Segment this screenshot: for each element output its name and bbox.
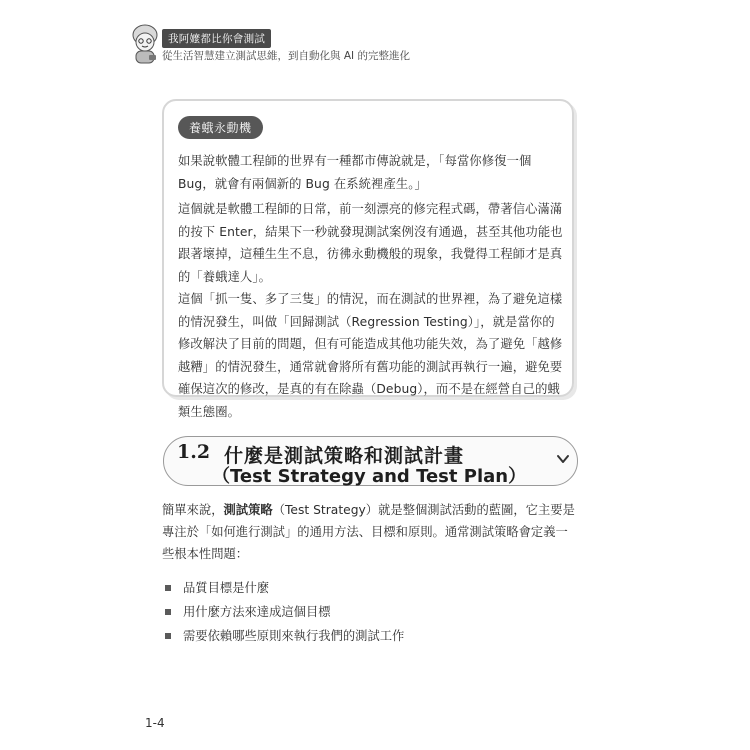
bullet-list [165, 576, 404, 648]
list-item-text: 需要依賴哪些原則來執行我們的測試工作 [183, 629, 405, 643]
sidebar-paragraph: 這個「抓一隻、多了三隻」的情況，而在測試的世界裡，為了避免這樣的情況發生，叫做「回歸測試（Regression Testing）」，就是當你的修改解決了目前的問題，但有可能造成其他功能失效，為了避免「越修越糟」的情況發生，通常就會將所有舊功能的測試再執行一遍，避免要確保這次的修改，是真的有在除蟲（Debug），而不是在經營自己的蛾類生態圈。 [178, 292, 563, 419]
square-bullet-icon [165, 609, 171, 615]
list-item-text: 用什麼方法來達成這個目標 [183, 605, 331, 619]
section-title: 什麼是測試策略和測試計畫 [224, 445, 465, 467]
page-number: 1-4 [145, 716, 165, 730]
square-bullet-icon [165, 633, 171, 639]
mascot-icon [128, 22, 162, 66]
sidebar-tag: 養蛾永動機 [178, 116, 263, 139]
body-intro-prefix: 簡單來說， [162, 503, 224, 517]
sidebar-paragraph: 如果說軟體工程師的世界有一種都市傳說就是，「每當你修復一個 Bug，就會有兩個新的 Bug 在系統裡產生。」 [178, 154, 532, 191]
body-intro-rest: （Test Strategy）就是整個測試活動的藍圖，它主要是專注於「如何進行測試」的通用方法、目標和原則。通常測試策略會定義一些根本性問題： [162, 503, 575, 561]
body-paragraph [162, 499, 578, 565]
chevron-down-icon[interactable] [556, 452, 570, 466]
list-item [165, 600, 404, 624]
square-bullet-icon [165, 585, 171, 591]
section-number: 1.2 [177, 441, 211, 463]
section-title-english: （Test Strategy and Test Plan） [212, 466, 527, 487]
sidebar-paragraph: 這個就是軟體工程師的日常，前一刻漂亮的修完程式碼，帶著信心滿滿的按下 Enter，結果下一秒就發現測試案例沒有通過，甚至其他功能也跟著壞掉，這種生生不息，彷彿永動機般的現象，我覺得工程師才是真的「養蛾達人」。 [178, 202, 563, 284]
book-title: 我阿嬤都比你會測試 [162, 29, 271, 48]
list-item [165, 576, 404, 600]
book-subtitle: 從生活智慧建立測試思維，到自動化與 AI 的完整進化 [162, 50, 410, 62]
body-intro-bold: 測試策略 [223, 503, 273, 517]
list-item-text: 品質目標是什麼 [183, 581, 270, 595]
list-item [165, 624, 404, 648]
